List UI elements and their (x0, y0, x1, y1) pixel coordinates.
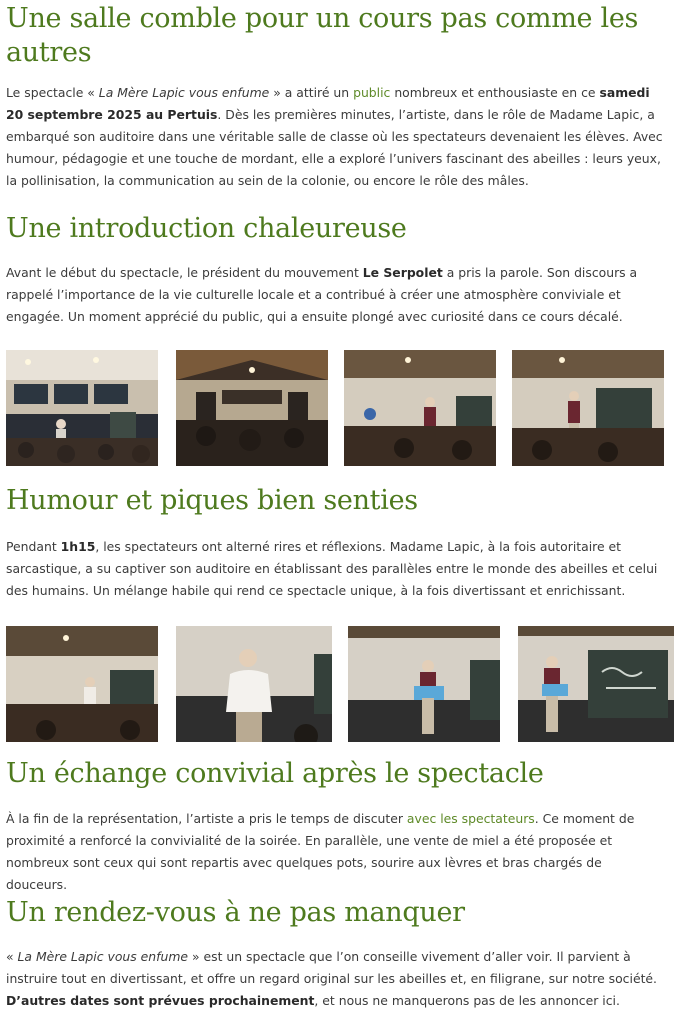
text-fragment: À la fin de la représentation, l’artiste a pris le temps de discuter (6, 811, 407, 826)
text-fragment: Le spectacle « (6, 85, 99, 100)
text-fragment: , et nous ne manquerons pas de les annoncer ici. (314, 993, 620, 1008)
photo-gallery-1 (6, 350, 686, 466)
text-fragment: . Dès les premières minutes, l’artiste, dans le rôle de Madame Lapic, a embarqué son auditoire dans une véritable salle de classe où les spectateurs devenaient les élèves. Avec humour, pédagogie et une touche de mordant, elle a exploré l’univers fascinant des abeilles : leurs yeux, la pollinisation, la communication au sein de la colonie, ou encore le rôle des mâles. (6, 107, 663, 188)
gallery-photo[interactable] (6, 350, 158, 466)
text-fragment: a pris la parole. Son discours a rappelé l’importance de la vie culturelle locale et a contribué à créer une atmosphère conviviale et engagée. Un moment apprécié du public, qui a ensuite plongé avec curiosité dans ce cours décalé. (6, 265, 638, 324)
gallery-photo[interactable] (348, 626, 500, 742)
section-title-salle-comble: Une salle comble pour un cours pas comme les autres (6, 3, 639, 68)
gallery-photo[interactable] (518, 626, 674, 742)
organization-bold: Le Serpolet (362, 265, 443, 280)
text-fragment: Pendant (6, 539, 61, 554)
section-title-introduction: Une introduction chaleureuse (6, 213, 407, 244)
gallery-photo[interactable] (176, 626, 332, 742)
gallery-photo[interactable] (344, 350, 496, 466)
text-fragment: » a attiré un (269, 85, 354, 100)
text-fragment: » est un spectacle que l’on conseille vivement d’aller voir. Il parvient à instruire tout en divertissant, et offre un regard original sur les abeilles et, en filigrane, sur notre société. (6, 949, 657, 986)
text-fragment: . Ce moment de proximité a renforcé la convivialité de la soirée. En parallèle, une vente de miel a été proposée et nombreux sont ceux qui sont repartis avec quelques pots, sourire aux lèvres et bras chargés de douceurs. (6, 811, 635, 892)
section-paragraph-echange (6, 808, 666, 896)
photo-gallery-2 (6, 626, 686, 742)
duration-bold: 1h15 (60, 539, 96, 554)
show-title-italic: La Mère Lapic vous enfume (98, 85, 270, 100)
section-paragraph-introduction (6, 262, 666, 328)
gallery-photo[interactable] (6, 626, 158, 742)
show-title-italic: La Mère Lapic vous enfume (17, 949, 189, 964)
section-title-humour: Humour et piques bien senties (6, 485, 418, 516)
text-fragment: , les spectateurs ont alterné rires et réflexions. Madame Lapic, à la fois autoritaire et sarcastique, a su captiver son auditoire en établissant des parallèles entre le monde des abeilles et celui des humains. Un mélange habile qui rend ce spectacle unique, à la fois divertissant et enrichissant. (6, 539, 658, 598)
section-paragraph-rendez-vous (6, 946, 676, 1012)
text-fragment: « (6, 949, 18, 964)
public-link[interactable]: public (353, 85, 391, 100)
event-date-bold: samedi 20 septembre 2025 au Pertuis (6, 85, 650, 122)
text-fragment: Avant le début du spectacle, le président du mouvement (6, 265, 363, 280)
spectators-link[interactable]: avec les spectateurs (406, 811, 535, 826)
gallery-photo[interactable] (512, 350, 664, 466)
gallery-photo[interactable] (176, 350, 328, 466)
section-paragraph-humour (6, 536, 676, 602)
section-title-echange: Un échange convivial après le spectacle (6, 758, 544, 789)
upcoming-dates-bold: D’autres dates sont prévues prochainement (6, 993, 315, 1008)
section-paragraph-salle-comble (6, 82, 666, 192)
text-fragment: nombreux et enthousiaste en ce (390, 85, 600, 100)
section-title-rendez-vous: Un rendez-vous à ne pas manquer (6, 897, 465, 928)
